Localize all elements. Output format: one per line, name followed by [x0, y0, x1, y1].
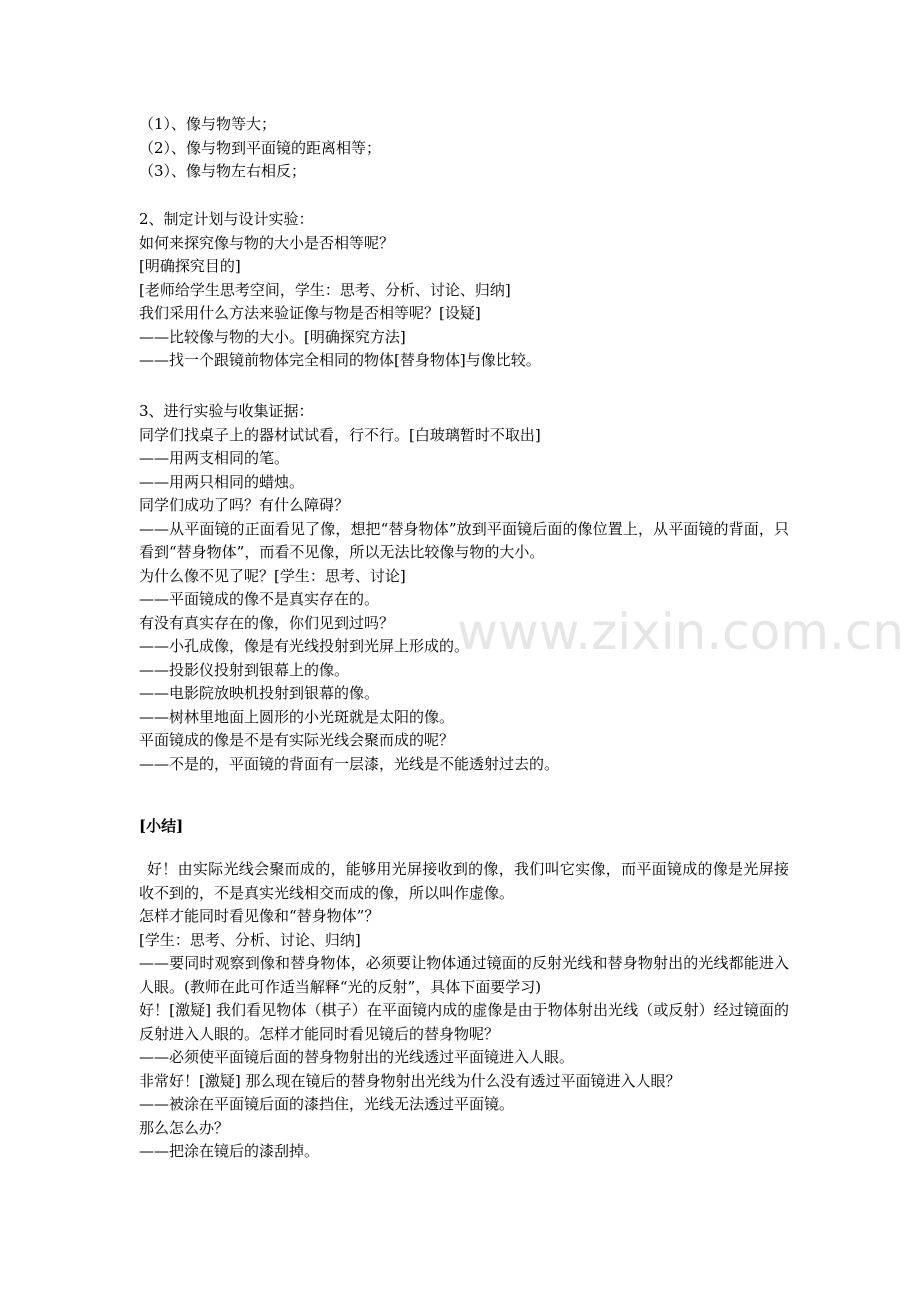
text-paragraph: 好！[激疑] 我们看见物体（棋子）在平面镜内成的虚像是由于物体射出光线（或反射）经过镜面的反射进入人眼的。怎样才能同时看见镜后的替身物呢？ [139, 1001, 789, 1043]
text-line: [明确探究目的] [139, 257, 241, 275]
text-line: ——比较像与物的大小。[明确探究方法] [139, 327, 406, 346]
text-line: 有没有真实存在的像，你们见到过吗？ [139, 613, 395, 632]
section-title: 3、进行实验与收集证据： [139, 402, 314, 420]
section-plan-experiment [139, 208, 789, 373]
text-line: ——用两只相同的蜡烛。 [139, 472, 305, 491]
section-conduct-experiment [139, 400, 789, 776]
text-paragraph: ——要同时观察到像和替身物体，必须要让物体通过镜面的反射光线和替身物射出的光线都能进入人眼。(教师在此可作适当解释“光的反射”，具体下面要学习) [139, 954, 789, 996]
text-line: 那么怎么办？ [139, 1118, 230, 1137]
text-line: ——不是的，平面镜的背面有一层漆，光线是不能透射过去的。 [139, 754, 560, 773]
text-line: ——电影院放映机投射到银幕的像。 [139, 684, 380, 702]
text-line: 非常好！[激疑] 那么现在镜后的替身物射出光线为什么没有透过平面镜进入人眼？ [139, 1071, 681, 1090]
text-line: 同学们成功了吗？有什么障碍？ [139, 496, 350, 514]
text-line: ——把涂在镜后的漆刮掉。 [139, 1142, 320, 1160]
text-line: ——树林里地面上圆形的小光斑就是太阳的像。 [139, 707, 455, 726]
summary-heading: [小结] [139, 817, 184, 835]
text-line: 同学们找桌子上的器材试试看，行不行。[白玻璃暂时不取出] [139, 425, 541, 444]
watermark: www.zixin.com.cn [457, 603, 905, 661]
summary-section [139, 858, 789, 1164]
text-line: 如何来探究像与物的大小是否相等呢？ [139, 233, 395, 252]
text-line: ——用两支相同的笔。 [139, 449, 290, 467]
text-line: ——小孔成像，像是有光线投射到光屏上形成的。 [139, 637, 470, 655]
text-line: ——平面镜成的像不是真实存在的。 [139, 590, 380, 608]
hypothesis-item: （2）、像与物到平面镜的距离相等； [139, 138, 382, 157]
text-line: 平面镜成的像是不是有实际光线会聚而成的呢？ [139, 731, 455, 749]
text-line: 怎样才能同时看见像和“替身物体”？ [139, 907, 380, 925]
section-title: 2、制定计划与设计实验： [139, 210, 314, 228]
text-paragraph: 好！由实际光线会聚而成的，能够用光屏接收到的像，我们叫它实像，而平面镜成的像是光屏接收不到的，不是真实光线相交而成的像，所以叫作虚像。 [139, 860, 789, 902]
text-line: 为什么像不见了呢？[学生：思考、讨论] [139, 566, 406, 585]
text-line: ——投影仪投射到银幕上的像。 [139, 660, 350, 679]
text-line: ——被涂在平面镜后面的漆挡住，光线无法透过平面镜。 [139, 1095, 515, 1113]
text-line: [学生：思考、分析、讨论、归纳] [139, 930, 361, 949]
text-paragraph: ——从平面镜的正面看见了像，想把“替身物体”放到平面镜后面的像位置上，从平面镜的背面，只看到“替身物体”，而看不见像，所以无法比较像与物的大小。 [139, 519, 789, 561]
text-line: 我们采用什么方法来验证像与物是否相等呢？[设疑] [139, 304, 481, 322]
hypothesis-item: （1）、像与物等大； [139, 115, 277, 133]
text-line: [老师给学生思考空间，学生：思考、分析、讨论、归纳] [139, 280, 511, 299]
hypothesis-list [139, 113, 789, 184]
text-line: ——找一个跟镜前物体完全相同的物体[替身物体]与像比较。 [139, 351, 541, 369]
text-line: ——必须使平面镜后面的替身物射出的光线透过平面镜进入人眼。 [139, 1048, 575, 1066]
hypothesis-item: （3）、像与物左右相反； [139, 162, 307, 180]
